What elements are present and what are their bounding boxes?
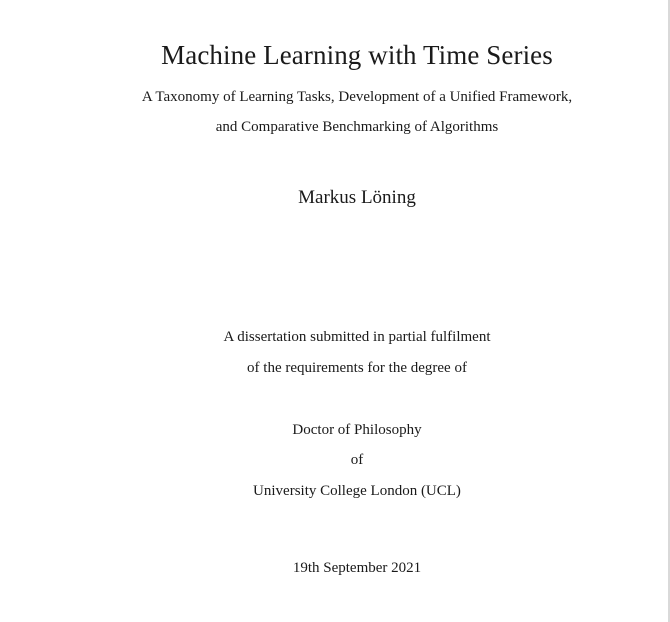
- document-subtitle-line-1: A Taxonomy of Learning Tasks, Development of a Unified Framework,: [141, 89, 573, 105]
- degree-of: of: [350, 452, 364, 468]
- author-name: Markus Löning: [298, 187, 416, 208]
- document-subtitle-line-2: and Comparative Benchmarking of Algorithms: [215, 119, 499, 135]
- degree-name: Doctor of Philosophy: [292, 422, 422, 438]
- document-title: Machine Learning with Time Series: [161, 40, 553, 70]
- submission-date: 19th September 2021: [292, 560, 422, 576]
- institution-name: University College London (UCL): [253, 483, 461, 499]
- dissertation-statement-line-2: of the requirements for the degree of: [247, 360, 467, 376]
- dissertation-statement-line-1: A dissertation submitted in partial fulfilment: [223, 329, 491, 345]
